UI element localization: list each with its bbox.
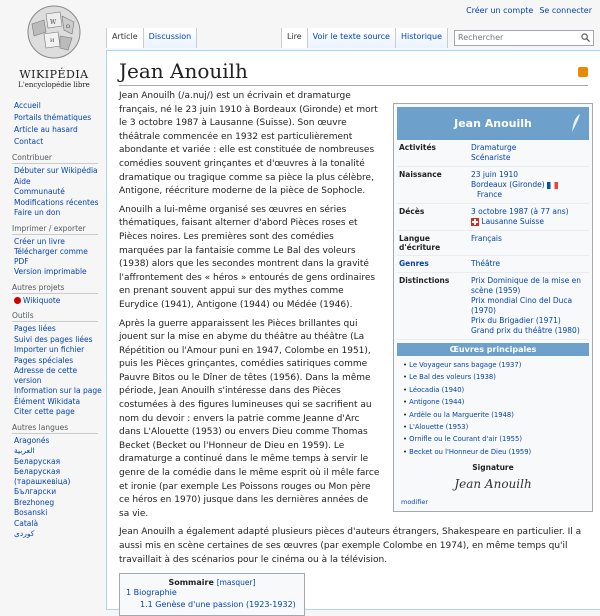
sidebar-item-community[interactable]: Communauté <box>14 187 65 196</box>
svg-text:Ω: Ω <box>66 24 71 30</box>
work-item[interactable]: • Becket ou l'Honneur de Dieu (1959) <box>403 446 583 458</box>
signature-label: Signature <box>472 463 514 473</box>
death-place[interactable]: Lausanne Suisse <box>481 217 544 226</box>
infobox-value <box>471 234 587 252</box>
language-link[interactable]: Aragonés <box>14 435 50 445</box>
signature-image[interactable]: Jean Anouilh <box>454 477 532 492</box>
infobox-title <box>397 107 589 140</box>
infobox-key: Activités <box>399 143 437 152</box>
sidebar-item-donate[interactable]: Faire un don <box>14 208 61 217</box>
sidebar-item-permalink[interactable]: Adresse de cette version <box>14 366 78 385</box>
infobox-link[interactable]: 3 octobre 1987 (à 77 ans) <box>471 207 569 216</box>
sidebar-item-special-pages[interactable]: Pages spéciales <box>14 355 74 365</box>
infobox-value <box>471 170 587 200</box>
infobox-row-language <box>397 231 589 256</box>
infobox-link[interactable]: Dramaturge <box>471 143 517 152</box>
language-link[interactable]: کوردی <box>14 529 35 538</box>
logo-tagline: L'encyclopédie libre <box>18 81 90 89</box>
sidebar-contribute <box>0 153 104 218</box>
infobox-value <box>471 276 587 336</box>
infobox-row-awards <box>397 273 589 340</box>
work-item[interactable]: • Léocadia (1940) <box>403 384 583 396</box>
language-link[interactable]: Català <box>14 518 39 528</box>
infobox-link[interactable]: Théâtre <box>471 259 501 268</box>
personal-tools <box>466 6 592 15</box>
sidebar-item-wikidata[interactable]: Élément Wikidata <box>14 396 81 406</box>
sidebar-item-home[interactable]: Accueil <box>14 101 41 110</box>
infobox-row-birth <box>397 167 589 204</box>
infobox-link[interactable]: Scénariste <box>471 153 511 162</box>
sidebar-item-wikiquote[interactable] <box>14 296 104 306</box>
sidebar-item-start[interactable]: Débuter sur Wikipédia <box>14 166 98 175</box>
tab-history[interactable]: Historique <box>395 28 448 48</box>
infobox-link[interactable] <box>471 180 587 190</box>
infobox-key: Naissance <box>399 170 442 179</box>
sidebar-item-contact[interactable]: Contact <box>14 137 44 146</box>
language-link[interactable]: Bosanski <box>14 508 48 517</box>
sidebar-print <box>0 224 104 277</box>
login-link[interactable]: Se connecter <box>539 6 592 15</box>
language-link[interactable]: العربية <box>14 446 35 455</box>
search-placeholder: Rechercher <box>458 33 504 42</box>
infobox-row-death <box>397 204 589 231</box>
toc-item[interactable]: 1.1 Genèse d'une passion (1923-1932) <box>140 600 296 610</box>
sidebar-item-portals[interactable]: Portails thématiques <box>14 113 92 122</box>
infobox-row-activities <box>397 140 589 167</box>
sidebar-item-page-info[interactable]: Information sur la page <box>14 386 102 395</box>
work-item[interactable]: • L'Alouette (1953) <box>403 421 583 433</box>
svg-text:И: И <box>50 38 55 44</box>
france-flag-icon <box>547 182 558 189</box>
wikipedia-logo[interactable] <box>6 2 102 89</box>
infobox <box>393 103 593 512</box>
intro-paragraph-4: Jean Anouilh a également adapté plusieurs pièces d'auteurs étrangers, Shakespeare en particulier. Il a aussi mis en scène certaines de ses œuvres (par exemple Colombe en 1974), en même temps qu'il travaillait à des scénarios pour le cinéma ou à la télévision. <box>119 527 582 565</box>
create-account-link[interactable]: Créer un compte <box>466 6 534 15</box>
article-content <box>106 50 600 610</box>
search-icon[interactable] <box>581 33 590 42</box>
birth-place[interactable]: Bordeaux (Gironde) <box>471 180 545 189</box>
infobox-key: Langue d'écriture <box>399 234 441 252</box>
work-item[interactable]: • Ornifle ou le Courant d'air (1955) <box>403 433 583 445</box>
infobox-value <box>471 143 587 163</box>
svg-text:W: W <box>50 19 57 26</box>
sidebar-tools <box>0 311 104 417</box>
infobox-modify-link[interactable]: modifier <box>401 498 429 507</box>
tab-discussion[interactable]: Discussion <box>143 28 198 48</box>
page-title-text: Jean Anouilh <box>119 59 248 83</box>
award-link[interactable]: Prix mondial Cino del Duca (1970) <box>471 296 573 315</box>
work-item[interactable]: • Antigone (1944) <box>403 396 583 408</box>
award-link[interactable]: Prix Dominique de la mise en scène (1959) <box>471 276 581 295</box>
infobox-link[interactable] <box>471 217 587 227</box>
award-link[interactable]: Prix du Brigadier (1971) <box>471 316 561 325</box>
page-title <box>119 59 588 86</box>
toc-hide-link[interactable]: [masquer] <box>216 578 256 588</box>
intro-paragraph-1: Jean Anouilh (/a.nuj/) est un écrivain et dramaturge français, né le 23 juin 1910 à Bordeaux (Gironde) et mort le 3 octobre 1987 à Lausanne (Suisse). Son œuvre théâtrale commencée en 1932 est particulièrement abondante et variée : elle est constituée de nombreuses comédies souvent grinçantes et d'œuvres à la tonalité dramatique ou tragique comme sa pièce la plus célèbre, Antigone, réécriture moderne de la pièce de Sophocle. <box>119 91 378 197</box>
sidebar-item-what-links-here[interactable]: Pages liées <box>14 324 56 333</box>
table-of-contents <box>119 573 305 616</box>
sidebar-navigation <box>0 100 104 147</box>
infobox-key-link[interactable]: Genres <box>399 259 429 268</box>
sidebar <box>0 100 104 545</box>
puzzle-globe-icon <box>24 2 84 62</box>
language-link[interactable]: Беларуская (тарашкевіца) <box>14 467 71 486</box>
logo-wordmark: WIKIPÉDIA <box>19 68 89 81</box>
sidebar-item-download-pdf[interactable]: Télécharger comme PDF <box>14 247 88 266</box>
sidebar-item-printable[interactable]: Version imprimable <box>14 267 87 276</box>
sidebar-item-label: Wikiquote <box>23 295 61 305</box>
sidebar-item-related-changes[interactable]: Suivi des pages liées <box>14 334 93 344</box>
sidebar-item-create-book[interactable]: Créer un livre <box>14 236 65 246</box>
infobox-value <box>471 207 587 227</box>
infobox-link[interactable]: Français <box>471 234 502 243</box>
toc-title-text: Sommaire <box>168 578 214 588</box>
infobox-title-text: Jean Anouilh <box>454 117 532 130</box>
tab-view-source[interactable]: Voir le texte source <box>307 28 395 48</box>
audio-icon[interactable] <box>578 67 588 77</box>
toc-title <box>126 578 298 587</box>
sidebar-heading: Autres langues <box>12 423 98 434</box>
switzerland-flag-icon <box>471 218 479 226</box>
sidebar-item-help[interactable]: Aide <box>14 176 31 186</box>
quill-icon <box>571 113 581 133</box>
sidebar-languages <box>0 423 104 539</box>
intro-paragraph-2: Anouilh a lui-même organisé ses œuvres en séries thématiques, faisant alterner d'abord Pièces roses et Pièces noires. Les premières sont des comédies marquées par la fantaisie comme Le Bal des voleurs (1938) alors que les secondes montrent dans la gravité l'affrontement des « héros » entourés de gens ordinaires en prenant souvent appui sur des mythes comme Eurydice (1941), Antigone (1944) ou Médée (1946). <box>119 204 376 310</box>
toc-item[interactable]: 1 Biographie <box>126 588 177 598</box>
sidebar-projects <box>0 283 104 306</box>
language-link[interactable]: Brezhoneg <box>14 497 55 507</box>
sidebar-item-upload[interactable]: Importer un fichier <box>14 345 85 354</box>
sidebar-heading: Contribuer <box>12 153 98 164</box>
work-item[interactable]: • Ardèle ou la Marguerite (1948) <box>403 409 583 421</box>
work-item[interactable]: • Le Voyageur sans bagage (1937) <box>403 359 583 371</box>
award-link[interactable]: Grand prix du théâtre (1980) <box>471 326 580 335</box>
infobox-link[interactable]: France <box>477 190 502 199</box>
works-list <box>397 356 589 461</box>
tab-read[interactable]: Lire <box>281 28 307 48</box>
search-input[interactable] <box>454 30 594 46</box>
work-item[interactable]: • Le Bal des voleurs (1938) <box>403 371 583 383</box>
view-tabs <box>281 28 594 48</box>
tab-article[interactable]: Article <box>106 28 143 48</box>
sidebar-item-random[interactable]: Article au hasard <box>14 125 78 134</box>
infobox-works-heading: Œuvres principales <box>397 343 589 356</box>
sidebar-heading: Imprimer / exporter <box>12 224 98 235</box>
infobox-row-genres <box>397 256 589 273</box>
infobox-link[interactable]: 23 juin 1910 <box>471 170 519 179</box>
sidebar-heading: Autres projets <box>12 283 98 294</box>
infobox-key: Distinctions <box>399 276 450 285</box>
sidebar-item-recent-changes[interactable]: Modifications récentes <box>14 197 99 207</box>
intro-paragraph-3: Après la guerre apparaissent les Pièces brillantes qui jouent sur la mise en abyme du théâtre au théâtre (La Répétition ou l'Amour puni en 1947, Colombe en 1951), puis les Pièces grinçantes, comédies satiriques comme Pauvre Bitos ou le Dîner de têtes (1956). Dans la même période, Jean Anouilh s'intéresse dans des Pièces costumées à des figures lumineuses qui se sacrifient au nom du devoir : envers la patrie comme Jeanne d'Arc dans L'Alouette (1953) ou envers Dieu comme Thomas Becket (Becket ou l'Honneur de Dieu en 1959). Le dramaturge a continué dans le même temps à servir le genre de la comédie dans le même esprit où il mêle farce et ironie (par exemple Les Poissons rouges ou Mon père ce héros en 1970) jusque dans les dernières années de sa vie. <box>119 318 380 519</box>
sidebar-heading: Outils <box>12 311 98 322</box>
infobox-value <box>471 259 587 269</box>
infobox-key: Décès <box>399 207 425 216</box>
language-link[interactable]: Беларуская <box>14 456 61 466</box>
wikiquote-icon <box>14 297 21 304</box>
sidebar-item-cite[interactable]: Citer cette page <box>14 407 75 416</box>
namespace-tabs <box>106 28 197 48</box>
language-link[interactable]: Български <box>14 487 57 496</box>
